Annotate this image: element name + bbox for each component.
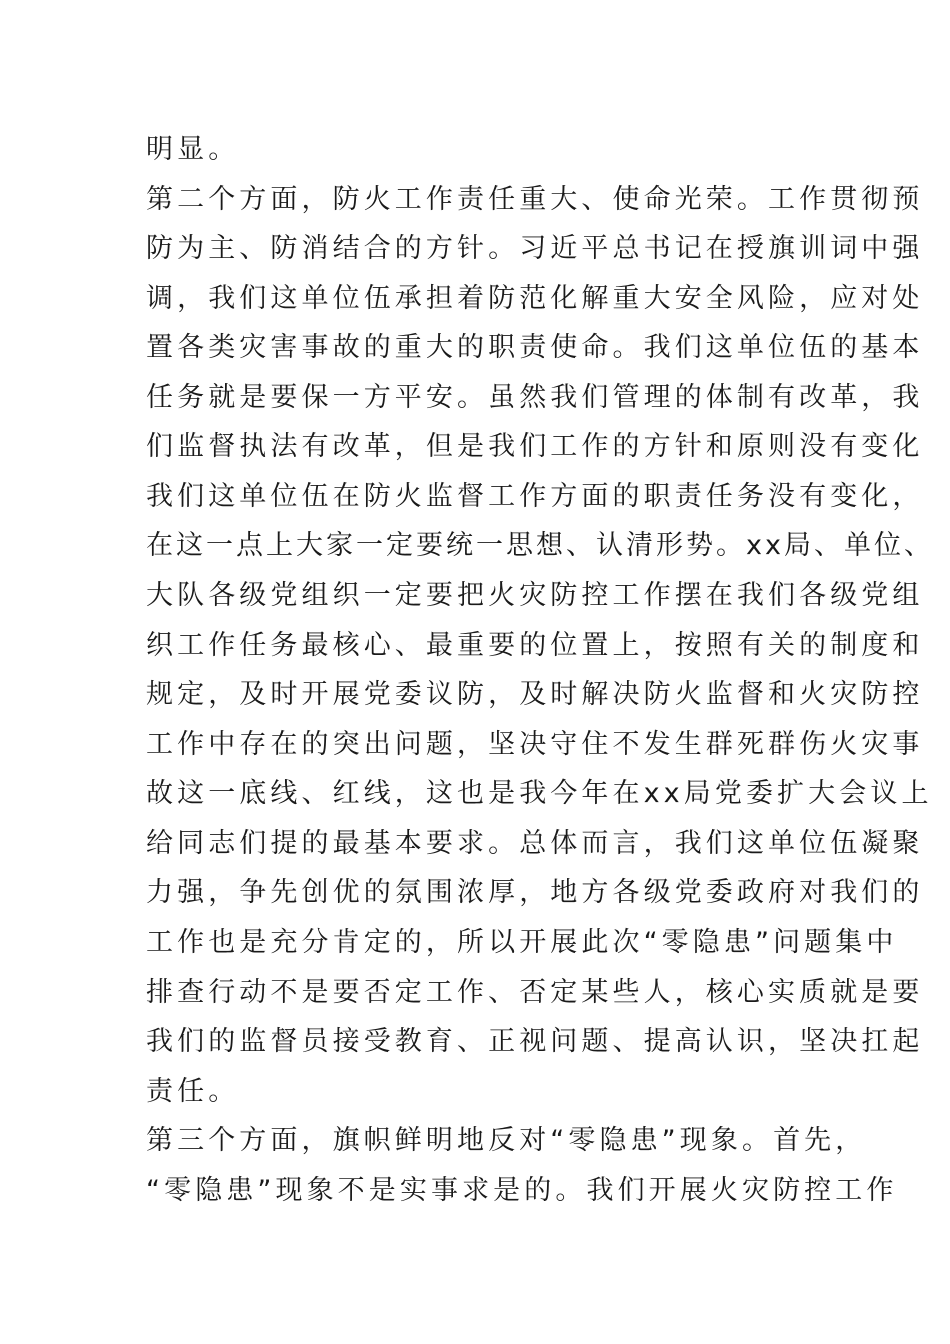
text-line: 规定，及时开展党委议防，及时解决防火监督和火灾防控 <box>146 679 924 710</box>
text-line: 工作也是充分肯定的，所以开展此次“零隐患”问题集中 <box>146 927 898 958</box>
text-line: 调，我们这单位伍承担着防范化解重大安全风险，应对处 <box>146 283 924 314</box>
text-line: 任务就是要保一方平安。虽然我们管理的体制有改革，我 <box>146 382 924 413</box>
text-line: 明显。 <box>146 134 240 165</box>
text-line: 工作中存在的突出问题，坚决守住不发生群死群伤火灾事 <box>146 729 924 760</box>
text-line: 第三个方面，旗帜鲜明地反对“零隐患”现象。首先， <box>146 1125 867 1156</box>
text-line: 大队各级党组织一定要把火灾防控工作摆在我们各级党组 <box>146 580 924 611</box>
text-line: 我们的监督员接受教育、正视问题、提高认识，坚决扛起 <box>146 1026 924 1057</box>
text-line: 排查行动不是要否定工作、否定某些人，核心实质就是要 <box>146 977 924 1008</box>
text-line: 故这一底线、红线，这也是我今年在xx局党委扩大会议上 <box>146 778 933 809</box>
text-line: 我们这单位伍在防火监督工作方面的职责任务没有变化， <box>146 481 924 512</box>
text-line: 织工作任务最核心、最重要的位置上，按照有关的制度和 <box>146 630 924 661</box>
text-line: 置各类灾害事故的重大的职责使命。我们这单位伍的基本 <box>146 332 924 363</box>
text-line: 给同志们提的最基本要求。总体而言，我们这单位伍凝聚 <box>146 828 924 859</box>
text-line: 防为主、防消结合的方针。习近平总书记在授旗训词中强 <box>146 233 924 264</box>
text-line: 第二个方面，防火工作责任重大、使命光荣。工作贯彻预 <box>146 184 924 215</box>
text-line: “零隐患”现象不是实事求是的。我们开展火灾防控工作 <box>146 1175 898 1206</box>
text-line: 责任。 <box>146 1076 240 1107</box>
text-line: 在这一点上大家一定要统一思想、认清形势。xx局、单位、 <box>146 530 934 561</box>
text-line: 们监督执法有改革，但是我们工作的方针和原则没有变化 <box>146 431 924 462</box>
text-line: 力强，争先创优的氛围浓厚，地方各级党委政府对我们的 <box>146 877 924 908</box>
